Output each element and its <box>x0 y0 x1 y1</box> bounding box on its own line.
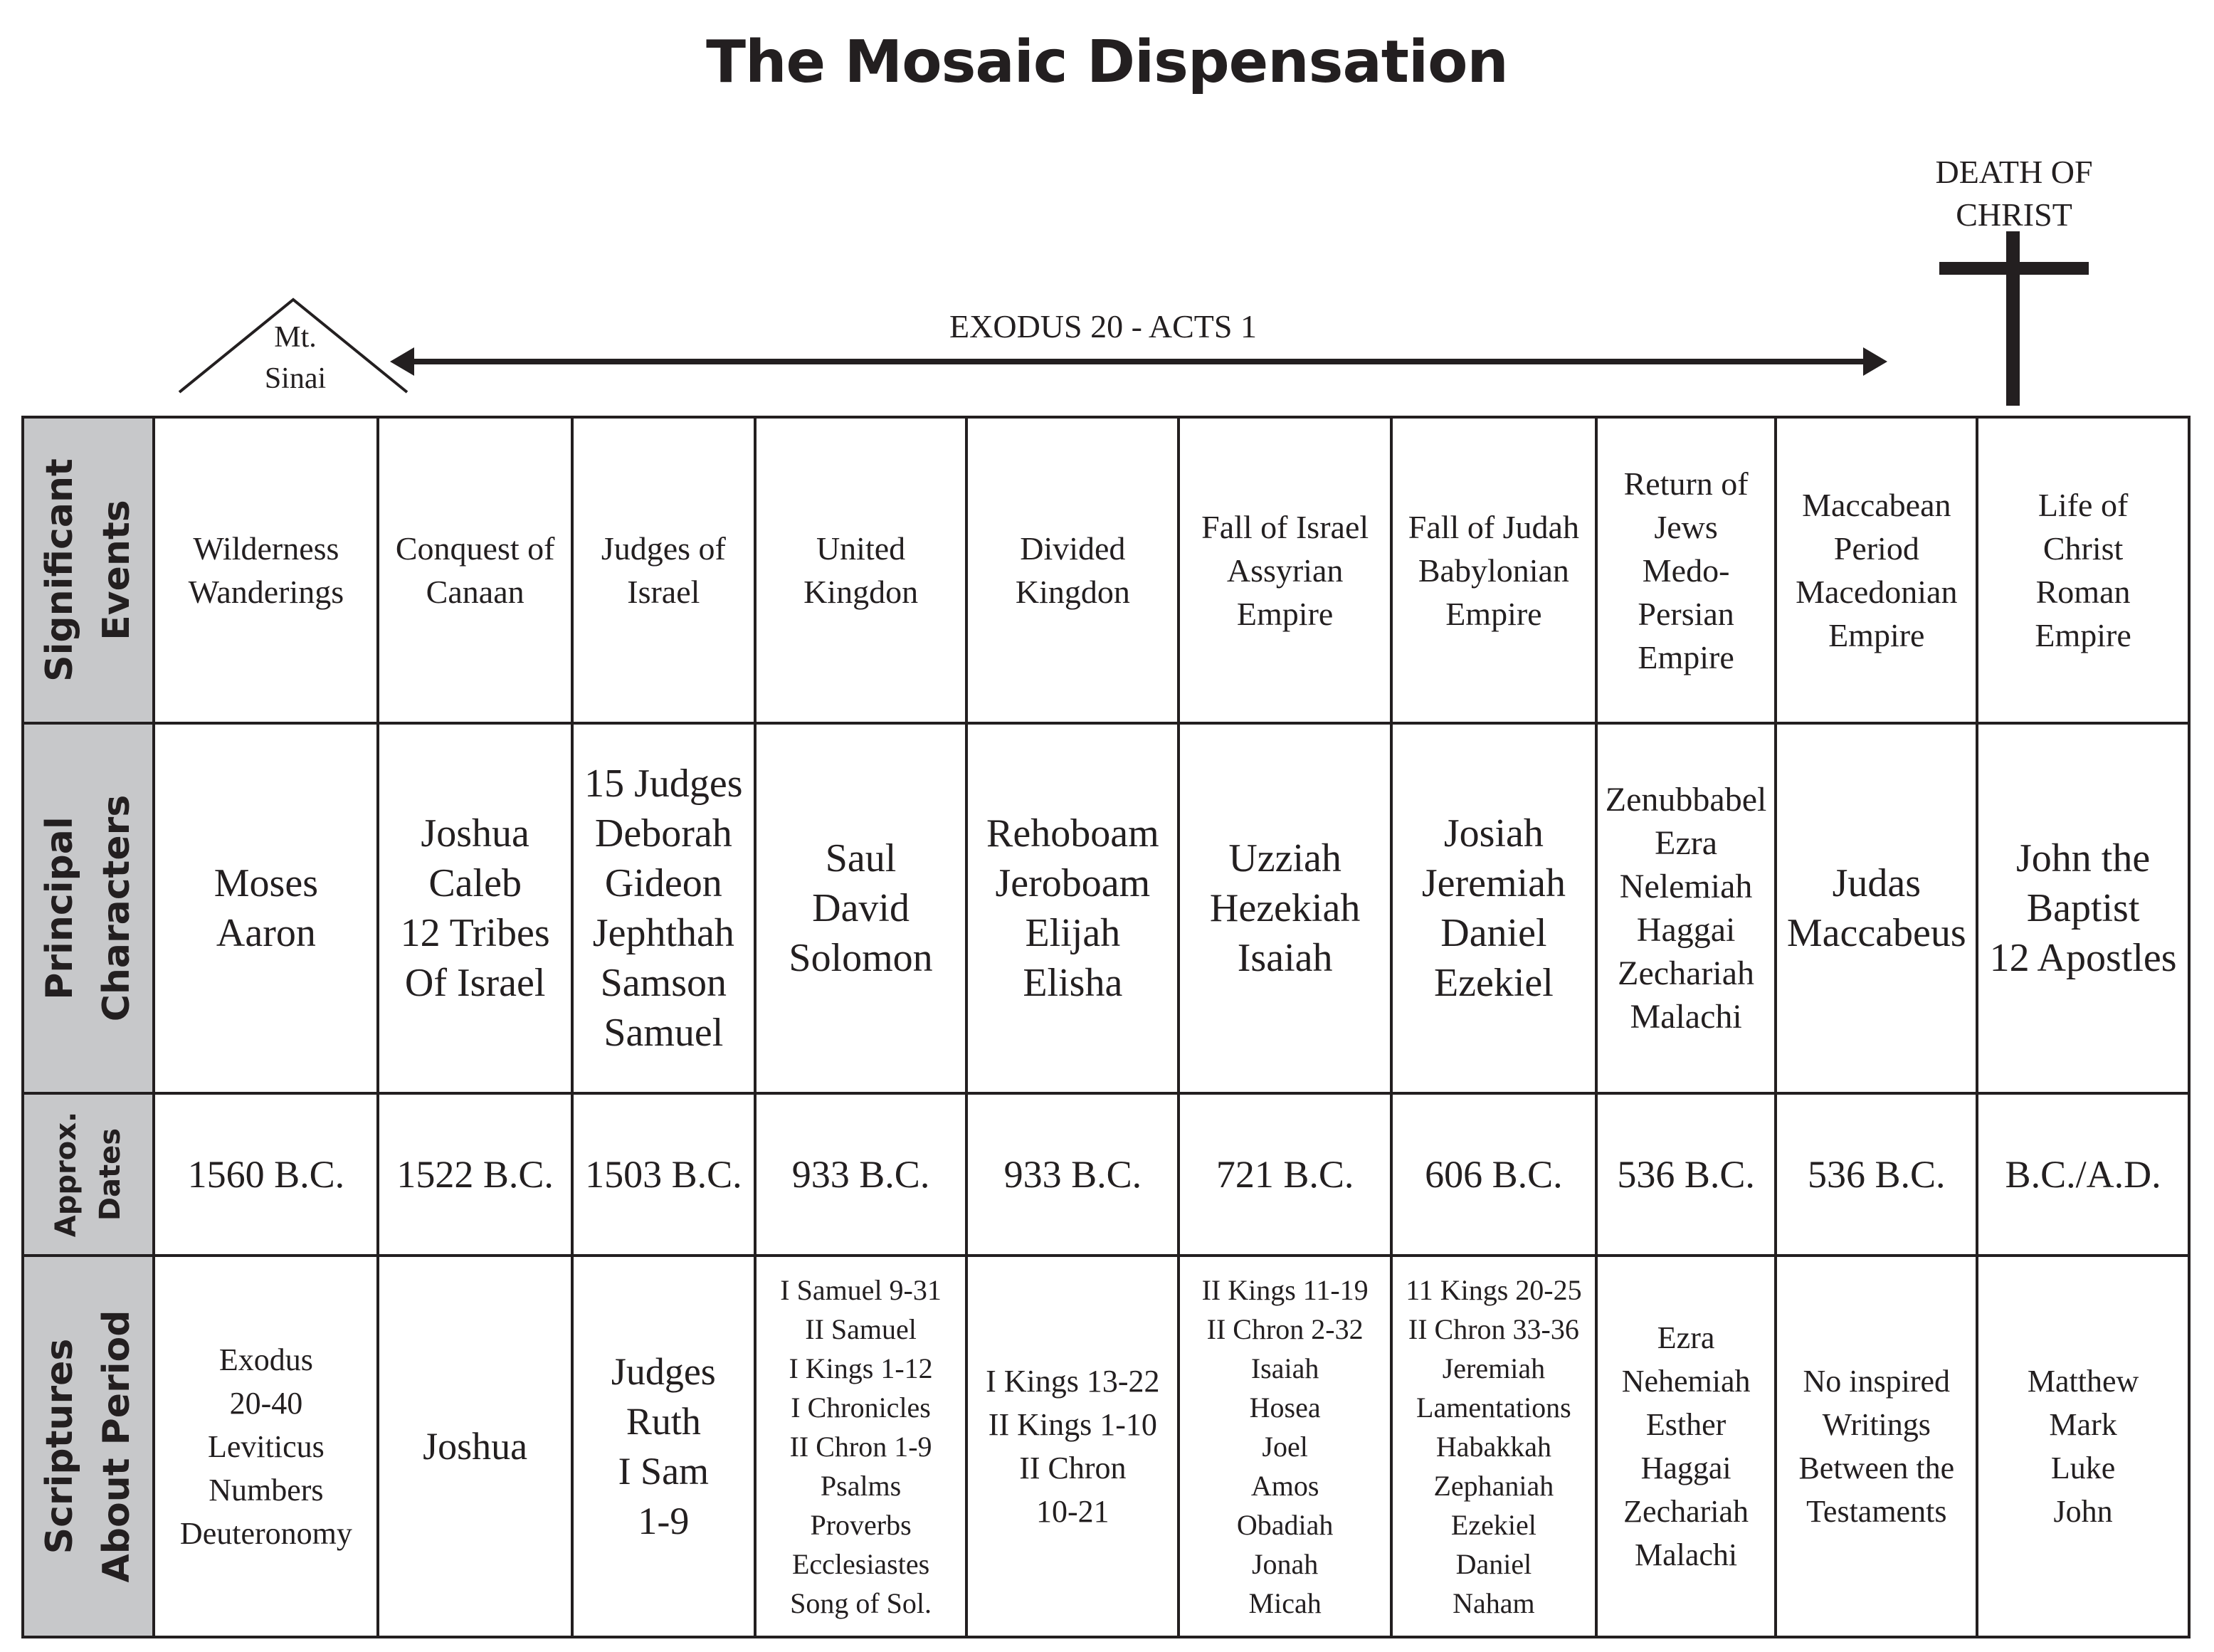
date-text: B.C./A.D. <box>2005 1153 2161 1196</box>
date-cell <box>378 1093 572 1256</box>
event-cell <box>1179 417 1391 723</box>
event-cell <box>1977 417 2189 723</box>
event-cell <box>755 417 967 723</box>
character-cell <box>572 723 755 1093</box>
character-text: Zenubbabel Ezra Nelemiah Haggai Zechariah Malachi <box>1605 781 1767 1036</box>
row-header-label: Scriptures About Period <box>38 1310 139 1583</box>
scripture-cell <box>966 1256 1179 1637</box>
row-header-scriptures <box>23 1256 154 1637</box>
scripture-text: Matthew Mark Luke John <box>2027 1364 2139 1529</box>
character-text: 15 Judges Deborah Gideon Jephthah Samson Samuel <box>584 762 743 1055</box>
date-cell <box>1596 1093 1776 1256</box>
character-cell <box>966 723 1179 1093</box>
timeline-range-label: EXODUS 20 - ACTS 1 <box>949 308 1257 344</box>
scripture-text: 11 Kings 20-25 II Chron 33-36 Jeremiah Lamentations Habakkah Zephaniah Ezekiel Daniel Naham <box>1406 1273 1582 1619</box>
scripture-text: II Kings 11-19 II Chron 2-32 Isaiah Hosea Joel Amos Obadiah Jonah Micah <box>1201 1273 1369 1619</box>
event-text: Wilderness Wanderings <box>188 530 344 610</box>
scripture-cell <box>1977 1256 2189 1637</box>
character-cell <box>755 723 967 1093</box>
date-text: 536 B.C. <box>1808 1153 1946 1196</box>
character-text: Rehoboam Jeroboam Elijah Elisha <box>986 811 1159 1005</box>
date-text: 933 B.C. <box>1003 1153 1142 1196</box>
date-text: 1503 B.C. <box>585 1153 742 1196</box>
characters-row <box>23 723 2189 1093</box>
date-cell <box>154 1093 378 1256</box>
event-cell <box>1596 417 1776 723</box>
timeline-arrow <box>390 347 1887 376</box>
event-cell <box>1776 417 1977 723</box>
row-header-label: Significant Events <box>38 458 139 682</box>
death-of-christ-label: DEATH OF CHRIST <box>1935 154 2093 233</box>
character-cell <box>1179 723 1391 1093</box>
scripture-cell <box>1391 1256 1596 1637</box>
event-text: Divided Kingdon <box>1015 530 1130 610</box>
date-cell <box>1776 1093 1977 1256</box>
row-header-label: Approx. Dates <box>50 1111 127 1238</box>
event-text: Maccabean Period Macedonian Empire <box>1796 487 1958 653</box>
event-text: Judges of Israel <box>601 530 726 610</box>
character-text: Moses Aaron <box>214 861 318 955</box>
character-cell <box>154 723 378 1093</box>
scripture-cell <box>154 1256 378 1637</box>
date-cell <box>572 1093 755 1256</box>
character-text: Joshua Caleb 12 Tribes Of Israel <box>400 811 550 1005</box>
character-text: Judas Maccabeus <box>1786 861 1966 955</box>
date-cell <box>1179 1093 1391 1256</box>
date-text: 1560 B.C. <box>187 1153 345 1196</box>
date-text: 933 B.C. <box>791 1153 930 1196</box>
date-text: 606 B.C. <box>1425 1153 1563 1196</box>
scripture-cell <box>755 1256 967 1637</box>
event-cell <box>572 417 755 723</box>
event-text: Life of Christ Roman Empire <box>2035 487 2131 653</box>
scripture-cell <box>378 1256 572 1637</box>
character-text: Josiah Jeremiah Daniel Ezekiel <box>1421 811 1566 1005</box>
event-text: Fall of Israel Assyrian Empire <box>1201 508 1369 632</box>
scripture-cell <box>572 1256 755 1637</box>
character-cell <box>1391 723 1596 1093</box>
character-cell <box>1776 723 1977 1093</box>
event-cell <box>966 417 1179 723</box>
cross-icon <box>1939 231 2089 406</box>
scripture-cell <box>1596 1256 1776 1637</box>
date-text: 1522 B.C. <box>396 1153 554 1196</box>
scripture-text: Ezra Nehemiah Esther Haggai Zechariah Malachi <box>1621 1320 1751 1572</box>
date-cell <box>966 1093 1179 1256</box>
row-header-characters <box>23 723 154 1093</box>
character-text: John the Baptist 12 Apostles <box>1989 836 2177 980</box>
events-row <box>23 417 2189 723</box>
scripture-text: Joshua <box>423 1425 528 1468</box>
character-text: Saul David Solomon <box>789 836 933 980</box>
event-text: Fall of Judah Babylonian Empire <box>1408 508 1579 632</box>
scripture-cell <box>1179 1256 1391 1637</box>
event-cell <box>154 417 378 723</box>
scripture-text: I Kings 13-22 II Kings 1-10 II Chron 10-21 <box>986 1364 1160 1529</box>
event-cell <box>378 417 572 723</box>
character-cell <box>1977 723 2189 1093</box>
event-text: Conquest of Canaan <box>395 530 555 610</box>
row-header-label: Principal Characters <box>38 794 139 1022</box>
event-text: United Kingdon <box>803 530 919 610</box>
page-title: The Mosaic Dispensation <box>706 28 1508 96</box>
scripture-text: I Samuel 9-31 II Samuel I Kings 1-12 I Chronicles II Chron 1-9 Psalms Proverbs Ecclesiastes Song of Sol. <box>780 1273 942 1619</box>
dispensation-table <box>21 416 2191 1638</box>
date-text: 536 B.C. <box>1617 1153 1755 1196</box>
scripture-text: Exodus 20-40 Leviticus Numbers Deuteronomy <box>179 1342 352 1551</box>
character-cell <box>1596 723 1776 1093</box>
character-text: Uzziah Hezekiah Isaiah <box>1209 836 1361 980</box>
row-header-dates <box>23 1093 154 1256</box>
dates-row <box>23 1093 2189 1256</box>
event-text: Return of Jews Medo- Persian Empire <box>1623 465 1749 675</box>
date-text: 721 B.C. <box>1216 1153 1354 1196</box>
date-cell <box>755 1093 967 1256</box>
scripture-text: No inspired Writings Between the Testaments <box>1798 1364 1955 1529</box>
character-cell <box>378 723 572 1093</box>
mt-sinai-label: Mt. Sinai <box>264 321 327 395</box>
scripture-text: Judges Ruth I Sam 1-9 <box>611 1350 716 1542</box>
event-cell <box>1391 417 1596 723</box>
row-header-events <box>23 417 154 723</box>
date-cell <box>1977 1093 2189 1256</box>
date-cell <box>1391 1093 1596 1256</box>
scripture-cell <box>1776 1256 1977 1637</box>
scriptures-row <box>23 1256 2189 1637</box>
